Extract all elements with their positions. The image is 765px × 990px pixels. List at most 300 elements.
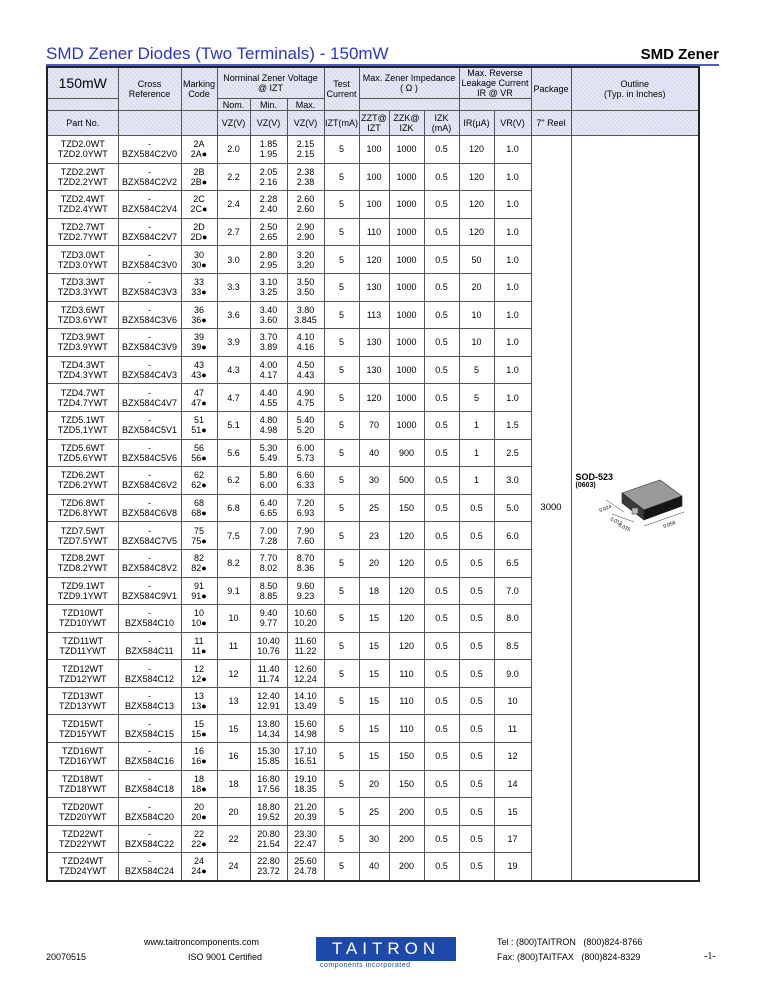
marking-code-value: 24●: [191, 866, 207, 877]
marking-code-value: 36●: [191, 314, 207, 325]
zzk-cell: [389, 273, 424, 301]
vr-cell: [494, 329, 531, 357]
ir-value: 20: [471, 282, 482, 293]
vr-cell: [494, 218, 531, 246]
cross-reference-value: -: [148, 553, 151, 564]
vz-max-value: 8.36: [296, 563, 315, 574]
izt-cell: [324, 356, 359, 384]
izk-cell: [424, 660, 459, 688]
vz-min-cell: [250, 494, 287, 522]
zzk-value: 200: [398, 861, 415, 872]
cross-reference-value: -: [148, 249, 151, 260]
part-number-value: TZD3.6WT: [60, 304, 105, 315]
vz-nom-cell: [217, 715, 250, 743]
zzk-value: 110: [399, 723, 414, 734]
vr-cell: [494, 715, 531, 743]
zzt-value: 23: [368, 530, 379, 541]
izt-value: 5: [338, 392, 344, 403]
zzt-cell: [359, 467, 389, 495]
vz-max-value: 20.39: [294, 811, 317, 822]
ir-header: IR(µA): [459, 111, 494, 136]
cross-reference-cell: [118, 632, 181, 660]
izt-value: 5: [338, 420, 344, 431]
vr-cell: [494, 191, 531, 219]
zzk-value: 200: [398, 806, 415, 817]
izk-cell: [424, 687, 459, 715]
vz-min-cell: [250, 770, 287, 798]
part-number-value: TZD12YWT: [58, 673, 107, 684]
cross-reference-value: -: [148, 691, 151, 702]
izt-value: 5: [338, 282, 344, 293]
package-header: Package: [531, 67, 571, 111]
marking-code-value: 22: [193, 829, 204, 840]
zzt-value: 40: [368, 861, 379, 872]
cross-reference-value: BZX584C18: [124, 783, 175, 794]
zzk-cell: [389, 467, 424, 495]
vz-min-cell: [250, 715, 287, 743]
part-number-cell: [47, 439, 118, 467]
vz-nom-cell: [217, 329, 250, 357]
vz-nom-value: 18: [228, 778, 239, 789]
cross-reference-value: BZX584C7V5: [121, 535, 178, 546]
vz-min-cell: [250, 853, 287, 881]
zzt-value: 18: [368, 585, 379, 596]
izk-cell: [424, 577, 459, 605]
zzt-cell: [359, 384, 389, 412]
vz-min-value: 4.17: [259, 370, 278, 381]
vr-cell: [494, 163, 531, 191]
vr-value: 15: [507, 806, 518, 817]
vr-value: 8.5: [506, 640, 519, 651]
ir-value: 120: [468, 199, 485, 210]
marking-code-cell: [181, 522, 217, 550]
izk-value: 0.5: [435, 558, 448, 569]
ir-value: 120: [468, 144, 485, 155]
izk-value: 0.5: [435, 254, 448, 265]
vr-value: 1.0: [506, 309, 519, 320]
brand-label: SMD Zener: [640, 46, 719, 63]
page-title: SMD Zener Diodes (Two Terminals) - 150mW: [46, 44, 389, 63]
zzk-value: 120: [398, 613, 415, 624]
power-rating: 150mW: [47, 67, 118, 99]
part-number-value: TZD6.2YWT: [57, 480, 108, 491]
part-number-value: TZD4.3YWT: [57, 370, 108, 381]
zzt-cell: [359, 632, 389, 660]
vr-cell: [494, 687, 531, 715]
izk-cell: [424, 136, 459, 164]
part-number-cell: [47, 522, 118, 550]
vz-min-value: 9.77: [259, 618, 278, 629]
spec-table: [46, 66, 700, 882]
marking-code-value: 47: [193, 387, 204, 398]
vz-max-value: 3.20: [296, 259, 315, 270]
vr-value: 1.0: [506, 144, 519, 155]
marking-code-value: 43: [193, 360, 204, 371]
marking-code-cell: [181, 715, 217, 743]
vz-max-cell: [287, 467, 324, 495]
ir-value: 0.5: [470, 834, 483, 845]
ir-value: 0.5: [470, 778, 483, 789]
vz-max-cell: [287, 329, 324, 357]
zzk-cell: [389, 384, 424, 412]
part-number-value: TZD3.9WT: [60, 332, 105, 343]
part-number-value: TZD4.3WT: [60, 360, 105, 371]
cross-reference-value: -: [148, 360, 151, 371]
vz-max-cell: [287, 439, 324, 467]
zzt-value: 20: [368, 558, 379, 569]
vr-cell: [494, 549, 531, 577]
vz-max-value: 7.20: [296, 498, 315, 509]
vz-min-value: 6.00: [259, 480, 278, 491]
cross-reference-value: -: [148, 608, 151, 619]
vr-value: 10: [507, 696, 518, 707]
vz-max-cell: [287, 632, 324, 660]
marking-code-cell: [181, 218, 217, 246]
izk-value: 0.5: [435, 447, 448, 458]
cross-reference-cell: [118, 660, 181, 688]
ir-cell: [459, 522, 494, 550]
izk-value: 0.5: [435, 530, 448, 541]
vr-cell: [494, 356, 531, 384]
vz-max-value: 13.49: [294, 701, 317, 712]
zzk-cell: [389, 439, 424, 467]
vz-nom-value: 4.3: [227, 365, 240, 376]
vz-min-cell: [250, 743, 287, 771]
ir-value: 50: [471, 254, 482, 265]
cross-reference-value: BZX584C4V3: [121, 370, 178, 381]
marking-code-cell: [181, 467, 217, 495]
izt-value: 5: [338, 475, 344, 486]
part-number-value: TZD10WT: [62, 608, 104, 619]
vz-min-value: 2.95: [259, 259, 278, 270]
marking-code-value: 30: [193, 249, 204, 260]
vz-max-value: 14.10: [294, 691, 317, 702]
vz-nom-cell: [217, 522, 250, 550]
vz-min-cell: [250, 329, 287, 357]
zzk-cell: [389, 246, 424, 274]
marking-code-value: 68: [193, 498, 204, 509]
cross-reference-value: -: [148, 222, 151, 233]
vr-value: 1.5: [506, 420, 519, 431]
vr-value: 5.0: [506, 503, 519, 514]
vz-max-cell: [287, 522, 324, 550]
vr-cell: [494, 853, 531, 881]
part-number-value: TZD2.0WT: [60, 139, 105, 150]
vz-nom-cell: [217, 136, 250, 164]
cross-reference-value: -: [148, 829, 151, 840]
part-number-value: TZD5.6YWT: [57, 452, 108, 463]
vz-min-cell: [250, 660, 287, 688]
zzt-cell: [359, 522, 389, 550]
cross-reference-cell: [118, 770, 181, 798]
vr-value: 19: [507, 861, 518, 872]
izt-cell: [324, 218, 359, 246]
ir-value: 0.5: [470, 861, 483, 872]
part-number-value: TZD8.2WT: [60, 553, 105, 564]
vz-nom-cell: [217, 356, 250, 384]
impedance-spacer: [359, 99, 459, 111]
zzt-cell: [359, 853, 389, 881]
vz-min-value: 19.52: [257, 811, 280, 822]
reel-header: 7" Reel: [531, 111, 571, 136]
izt-cell: [324, 798, 359, 826]
vr-value: 1.0: [506, 199, 519, 210]
zzk-cell: [389, 356, 424, 384]
izt-cell: [324, 384, 359, 412]
part-number-value: TZD2.2YWT: [57, 176, 108, 187]
vz-max-value: 4.10: [296, 332, 315, 343]
izt-cell: [324, 632, 359, 660]
ir-cell: [459, 853, 494, 881]
cross-reference-value: BZX584C16: [124, 756, 175, 767]
marking-code-value: 62●: [191, 480, 207, 491]
izk-cell: [424, 715, 459, 743]
zzt-value: 30: [368, 834, 379, 845]
vz-nom-value: 2.4: [227, 199, 240, 210]
izt-value: 5: [338, 309, 344, 320]
izt-cell: [324, 522, 359, 550]
vr-cell: [494, 384, 531, 412]
vz-min-value: 3.60: [259, 314, 278, 325]
part-number-cell: [47, 273, 118, 301]
vz-min-value: 6.65: [259, 508, 278, 519]
vz-nom-cell: [217, 384, 250, 412]
ir-cell: [459, 411, 494, 439]
vz-max-cell: [287, 577, 324, 605]
izk-cell: [424, 549, 459, 577]
zzt-cell: [359, 743, 389, 771]
zzk-value: 500: [398, 475, 415, 486]
vz-min-cell: [250, 218, 287, 246]
zzt-header: ZZT@ IZT: [359, 111, 389, 136]
marking-code-cell: [181, 632, 217, 660]
vz-min-value: 2.65: [259, 232, 278, 243]
ir-cell: [459, 632, 494, 660]
footer-website[interactable]: www.taitroncomponents.com: [144, 937, 260, 947]
izk-cell: [424, 301, 459, 329]
zzt-cell: [359, 329, 389, 357]
zzk-value: 1000: [396, 309, 417, 320]
ir-cell: [459, 549, 494, 577]
part-number-cell: [47, 825, 118, 853]
vr-cell: [494, 577, 531, 605]
zzt-value: 120: [366, 392, 382, 403]
vr-value: 8.0: [506, 613, 519, 624]
vz-max-cell: [287, 798, 324, 826]
zzk-cell: [389, 411, 424, 439]
part-number-value: TZD5.6WT: [60, 442, 105, 453]
vz-min-value: 13.80: [257, 718, 280, 729]
zzk-cell: [389, 301, 424, 329]
izt-value: 5: [338, 778, 344, 789]
vz-max-value: 16.51: [294, 756, 317, 767]
vz-min-value: 7.00: [259, 525, 278, 536]
vz-nom-value: 9.1: [227, 585, 240, 596]
vr-value: 12: [507, 751, 518, 762]
vz-max-cell: [287, 191, 324, 219]
max-header: Max.: [287, 99, 324, 111]
vz-min-cell: [250, 687, 287, 715]
zzt-cell: [359, 136, 389, 164]
cross-reference-value: -: [148, 856, 151, 867]
vz-min-value: 23.72: [257, 866, 280, 877]
vz-nom-cell: [217, 660, 250, 688]
izk-cell: [424, 384, 459, 412]
zzk-value: 120: [398, 558, 415, 569]
ir-cell: [459, 273, 494, 301]
vz-nom-cell: [217, 605, 250, 633]
part-number-value: TZD2.4YWT: [57, 204, 108, 215]
vz-min-value: 18.80: [257, 801, 280, 812]
vz-nom-value: 20: [228, 806, 239, 817]
zzk-value: 1000: [396, 392, 417, 403]
cross-reference-value: BZX584C2V0: [121, 149, 178, 160]
izk-value: 0.5: [435, 227, 448, 238]
part-number-value: TZD3.9YWT: [57, 342, 108, 353]
vz-max-value: 4.43: [296, 370, 315, 381]
izt-value: 5: [338, 696, 344, 707]
marking-code-cell: [181, 273, 217, 301]
zzk-cell: [389, 329, 424, 357]
cross-reference-value: BZX584C2V7: [121, 232, 178, 243]
marking-code-value: 13: [193, 691, 204, 702]
vz-nom-value: 3.6: [227, 309, 240, 320]
zzt-cell: [359, 798, 389, 826]
zzk-value: 110: [399, 696, 414, 707]
cross-reference-value: -: [148, 773, 151, 784]
izk-value: 0.5: [435, 503, 448, 514]
vz-max-value: 17.10: [294, 746, 317, 757]
vr-cell: [494, 273, 531, 301]
vz-nom-value: 3.3: [227, 282, 240, 293]
zzk-cell: [389, 770, 424, 798]
leakage-spacer: [459, 99, 531, 111]
zzt-value: 70: [368, 420, 379, 431]
package-code: (0603): [575, 481, 596, 489]
zzk-cell: [389, 136, 424, 164]
vz-nom-cell: [217, 632, 250, 660]
cross-reference-cell: [118, 136, 181, 164]
cross-reference-value: -: [148, 387, 151, 398]
zzk-value: 120: [398, 640, 415, 651]
marking-code-value: 39●: [191, 342, 207, 353]
izk-value: 0.5: [435, 834, 448, 845]
izk-cell: [424, 191, 459, 219]
cross-reference-value: -: [148, 194, 151, 205]
vz-max-value: 2.90: [296, 232, 315, 243]
cross-reference-cell: [118, 743, 181, 771]
cross-reference-cell: [118, 273, 181, 301]
izt-header: IZT(mA): [324, 111, 359, 136]
zzk-header: ZZK@ IZK: [389, 111, 424, 136]
cross-reference-value: BZX584C22: [124, 839, 175, 850]
cross-reference-cell: [118, 577, 181, 605]
vz-max-value: 9.60: [296, 580, 315, 591]
vz-nom-value: 2.7: [227, 227, 240, 238]
part-number-cell: [47, 163, 118, 191]
vz-nom-cell: [217, 798, 250, 826]
marking-code-value: 56: [193, 442, 204, 453]
cross-reference-cell: [118, 549, 181, 577]
zzt-value: 30: [368, 475, 379, 486]
vz-min-value: 2.80: [259, 249, 278, 260]
vz-min-cell: [250, 439, 287, 467]
vz-min-value: 10.40: [257, 635, 280, 646]
cross-reference-value: BZX584C20: [124, 811, 175, 822]
marking-code-value: 36: [193, 304, 204, 315]
zzt-cell: [359, 770, 389, 798]
cross-reference-cell: [118, 356, 181, 384]
vr-value: 6.0: [506, 530, 519, 541]
izk-value: 0.5: [435, 282, 448, 293]
cross-reference-value: -: [148, 801, 151, 812]
zzk-value: 1000: [396, 144, 417, 155]
vr-value: 1.0: [506, 392, 519, 403]
izt-cell: [324, 577, 359, 605]
marking-code-value: 43●: [191, 370, 207, 381]
vz-min-value: 12.91: [257, 701, 280, 712]
zzt-cell: [359, 273, 389, 301]
vr-cell: [494, 301, 531, 329]
izt-cell: [324, 136, 359, 164]
part-number-cell: [47, 743, 118, 771]
izt-value: 5: [338, 640, 344, 651]
marking-code-value: 2D●: [190, 232, 208, 243]
izt-value: 5: [338, 144, 344, 155]
part-number-value: TZD18WT: [62, 773, 104, 784]
ir-value: 1: [473, 475, 479, 486]
zzk-cell: [389, 715, 424, 743]
vz-min-cell: [250, 577, 287, 605]
vz-max-cell: [287, 549, 324, 577]
cross-reference-value: BZX584C5V6: [121, 452, 178, 463]
vz-max-cell: [287, 770, 324, 798]
cross-reference-value: BZX584C2V4: [121, 204, 178, 215]
taitron-logo-subtitle: components incorporated: [320, 962, 411, 969]
vz-min-value: 4.98: [259, 425, 278, 436]
izk-value: 0.5: [435, 778, 448, 789]
zzk-cell: [389, 853, 424, 881]
vz-min-cell: [250, 163, 287, 191]
cross-reference-value: -: [148, 635, 151, 646]
izt-cell: [324, 273, 359, 301]
izk-value: 0.5: [435, 613, 448, 624]
izt-value: 5: [338, 668, 344, 679]
vz-min-cell: [250, 191, 287, 219]
izk-cell: [424, 743, 459, 771]
zzk-cell: [389, 743, 424, 771]
zzt-cell: [359, 494, 389, 522]
vz-max-header: VZ(V): [287, 111, 324, 136]
marking-code-value: 2A●: [190, 149, 208, 160]
part-number-value: TZD3.6YWT: [57, 314, 108, 325]
vr-cell: [494, 439, 531, 467]
vz-min-cell: [250, 273, 287, 301]
test-current-header: Test Current: [324, 67, 359, 111]
cross-reference-value: BZX584C3V3: [121, 287, 178, 298]
cross-reference-value: BZX584C6V8: [121, 508, 178, 519]
izt-cell: [324, 467, 359, 495]
izt-value: 5: [338, 585, 344, 596]
zzt-cell: [359, 163, 389, 191]
izk-cell: [424, 273, 459, 301]
part-number-value: TZD24WT: [62, 856, 104, 867]
vz-max-value: 12.24: [294, 673, 317, 684]
izt-cell: [324, 715, 359, 743]
vz-nom-value: 6.8: [227, 503, 240, 514]
outline-units: (Typ. in Inches): [603, 89, 666, 99]
izk-value: 0.5: [435, 392, 448, 403]
